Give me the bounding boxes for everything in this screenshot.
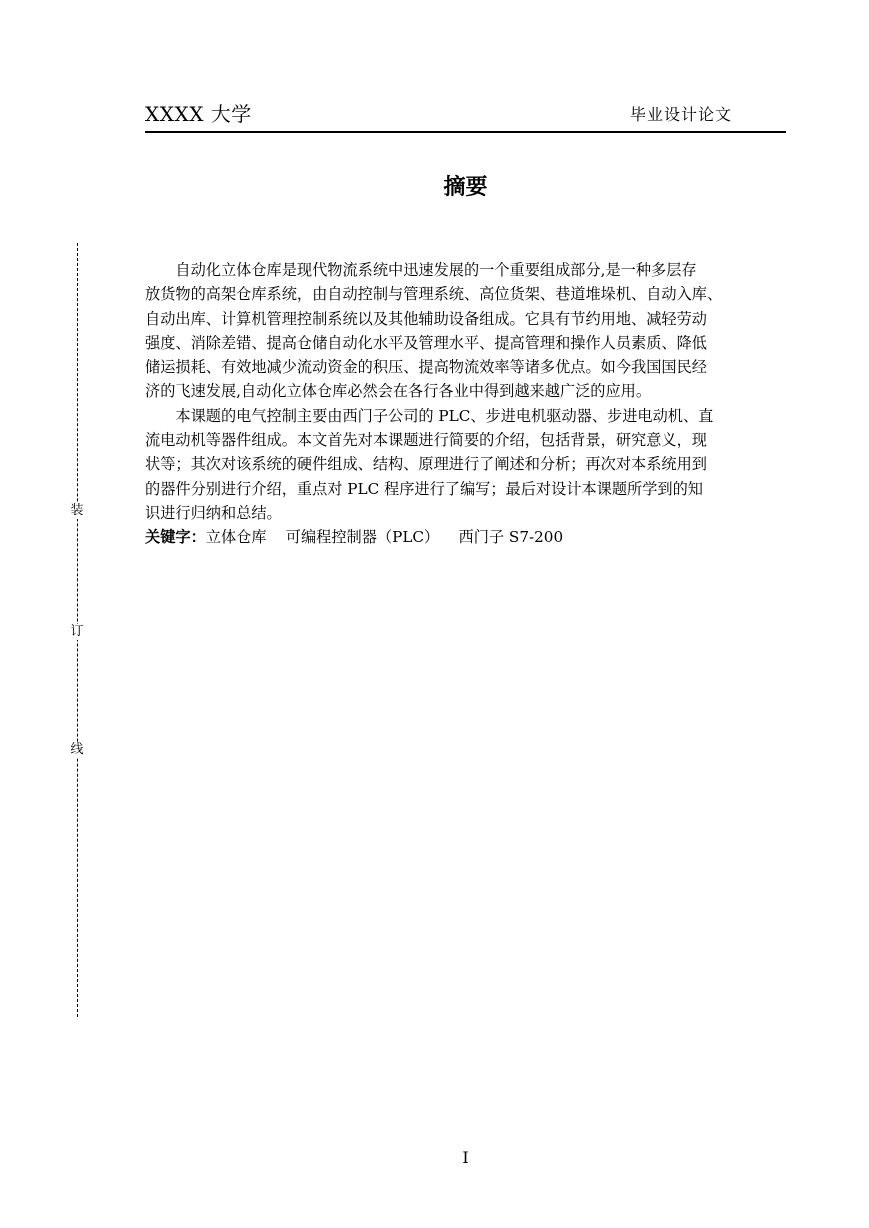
header-rule — [145, 131, 786, 133]
document-type: 毕业设计论文 — [629, 105, 732, 124]
university-name: XXXX 大学 — [145, 102, 252, 126]
abstract-paragraph: 自动化立体仓库是现代物流系统中迅速发展的一个重要组成部分,是一种多层存 放货物的高架仓库系统，由自动控制与管理系统、高位货架、巷道堆垛机、自动入库、 自动出库、计算机管理控制系统以及其他辅助设备组成。它具有节约用地、减轻劳动 强度、消除差错、提高仓储自动化水平及管理水平、提高管理和操作人员素质、降低 储运损耗、有效地减少流动资金的积压、提高物流效率等诸多优点。如今我国国民经 济的飞速发展,自动化立体仓库必然会在各行各业中得到越来越广泛的应用。 — [145, 261, 723, 401]
page-title: 摘要 — [443, 175, 488, 200]
abstract-paragraph: 本课题的电气控制主要由西门子公司的 PLC、步进电机驱动器、步进电动机、直 流电动机等器件组成。本文首先对本课题进行简要的介绍，包括背景，研究意义，现 状等；其次对该系统的硬件组成、结构、原理进行了阐述和分析；再次对本系统用到 的器件分别进行介绍，重点对 PLC 程序进行了编写；最后对设计本课题所学到的知 识进行归纳和总结。 — [145, 406, 714, 522]
page-number: I — [462, 1148, 469, 1167]
keywords-text: 立体仓库 可编程控制器（PLC） 西门子 S7-200 — [205, 528, 564, 547]
keywords-line — [145, 525, 786, 549]
keywords-label: 关键字： — [145, 528, 206, 547]
page-header — [145, 98, 786, 132]
abstract-body — [145, 258, 786, 550]
binding-char-ding: 订 — [70, 624, 84, 639]
binding-char-zhuang: 装 — [70, 503, 84, 518]
binding-char-xian: 线 — [70, 742, 84, 757]
